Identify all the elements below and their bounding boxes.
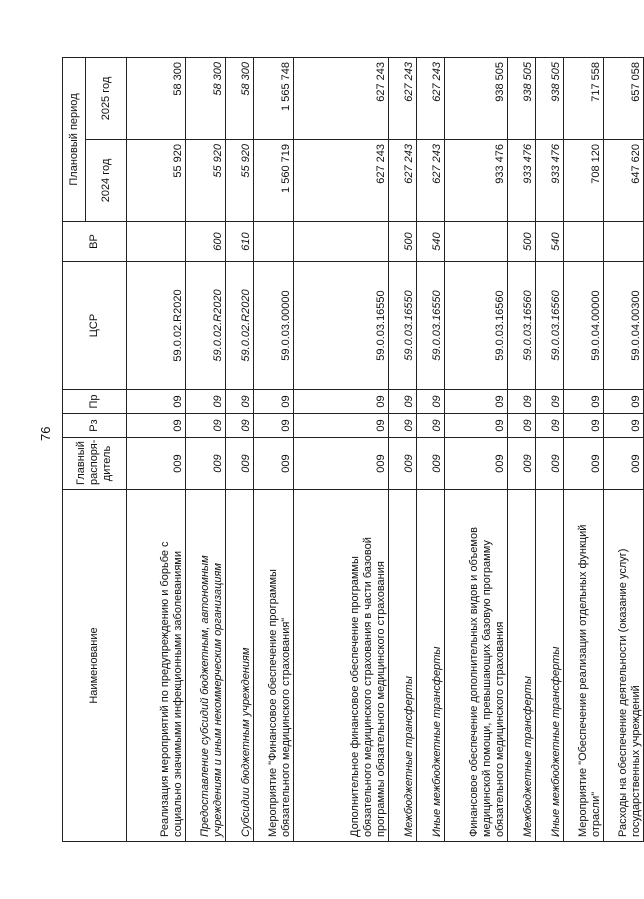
cell-csr: 59.0.03.16560 xyxy=(508,262,536,390)
cell-2025: 627 243 xyxy=(389,58,417,140)
cell-2024: 933 476 xyxy=(508,140,536,222)
cell-rz: 09 xyxy=(564,414,604,438)
cell-csr: 59.0.03.16560 xyxy=(536,262,564,390)
cell-2024: 55 920 xyxy=(186,140,226,222)
cell-pr: 09 xyxy=(226,390,254,414)
cell-csr: 59.0.04.00000 xyxy=(564,262,604,390)
cell-2025: 938 505 xyxy=(508,58,536,140)
cell-name: Межбюджетные трансферты xyxy=(389,490,417,842)
cell-2024: 708 120 xyxy=(564,140,604,222)
cell-2024: 627 243 xyxy=(417,140,445,222)
cell-csr: 59.0.03.16560 xyxy=(445,262,508,390)
cell-name: Мероприятие "Финансовое обеспечение программы обязательного медицинского страхования" xyxy=(254,490,294,842)
cell-vr: 540 xyxy=(417,222,445,262)
cell-main-manager: 009 xyxy=(604,438,644,490)
header-planned-period: Плановый период xyxy=(63,58,86,222)
cell-pr: 09 xyxy=(508,390,536,414)
table-row xyxy=(564,58,604,842)
cell-name: Иные межбюджетные трансферты xyxy=(536,490,564,842)
header-year-2025: 2025 год xyxy=(86,58,127,140)
cell-pr: 09 xyxy=(417,390,445,414)
budget-table-rotated xyxy=(62,58,644,842)
header-main-manager: Главный распоря-дитель xyxy=(63,438,127,490)
header-vr: ВР xyxy=(63,222,127,262)
cell-pr: 09 xyxy=(254,390,294,414)
cell-pr: 09 xyxy=(389,390,417,414)
table-row xyxy=(417,58,445,842)
cell-pr: 09 xyxy=(564,390,604,414)
cell-csr: 59.0.04.00300 xyxy=(604,262,644,390)
table-row xyxy=(536,58,564,842)
cell-main-manager: 009 xyxy=(536,438,564,490)
cell-rz: 09 xyxy=(604,414,644,438)
cell-main-manager: 009 xyxy=(127,438,186,490)
cell-name: Реализация мероприятий по предупреждению и борьбе с социально значимыми инфекционными заболеваниями xyxy=(127,490,186,842)
cell-pr: 09 xyxy=(445,390,508,414)
cell-name: Субсидии бюджетным учреждениям xyxy=(226,490,254,842)
cell-vr xyxy=(254,222,294,262)
cell-2024: 55 920 xyxy=(127,140,186,222)
cell-2025: 1 565 748 xyxy=(254,58,294,140)
cell-vr: 500 xyxy=(389,222,417,262)
table-row xyxy=(186,58,226,842)
cell-csr: 59.0.03.16550 xyxy=(417,262,445,390)
cell-rz: 09 xyxy=(508,414,536,438)
table-row xyxy=(226,58,254,842)
cell-2025: 938 505 xyxy=(536,58,564,140)
cell-2025: 938 505 xyxy=(445,58,508,140)
cell-name: Иные межбюджетные трансферты xyxy=(417,490,445,842)
cell-main-manager: 009 xyxy=(417,438,445,490)
cell-rz: 09 xyxy=(536,414,564,438)
cell-rz: 09 xyxy=(127,414,186,438)
cell-vr: 600 xyxy=(186,222,226,262)
cell-rz: 09 xyxy=(294,414,389,438)
cell-csr: 59.0.02.R2020 xyxy=(226,262,254,390)
cell-main-manager: 009 xyxy=(389,438,417,490)
cell-csr: 59.0.03.16550 xyxy=(389,262,417,390)
cell-pr: 09 xyxy=(294,390,389,414)
header-name: Наименование xyxy=(63,490,127,842)
cell-csr: 59.0.02.R2020 xyxy=(186,262,226,390)
table-row xyxy=(389,58,417,842)
table-row xyxy=(254,58,294,842)
cell-name: Мероприятие "Обеспечение реализации отдельных функций отрасли" xyxy=(564,490,604,842)
cell-2025: 627 243 xyxy=(417,58,445,140)
cell-pr: 09 xyxy=(127,390,186,414)
table-row xyxy=(604,58,644,842)
cell-rz: 09 xyxy=(445,414,508,438)
table-row xyxy=(294,58,389,842)
table-row xyxy=(445,58,508,842)
cell-main-manager: 009 xyxy=(294,438,389,490)
page-number: 76 xyxy=(38,426,53,441)
cell-rz: 09 xyxy=(254,414,294,438)
cell-name: Расходы на обеспечение деятельности (оказание услуг) государственных учреждений xyxy=(604,490,644,842)
cell-csr: 59.0.02.R2020 xyxy=(127,262,186,390)
cell-rz: 09 xyxy=(417,414,445,438)
cell-csr: 59.0.03.00000 xyxy=(254,262,294,390)
cell-main-manager: 009 xyxy=(564,438,604,490)
header-csr: ЦСР xyxy=(63,262,127,390)
cell-vr: 610 xyxy=(226,222,254,262)
cell-2025: 58 300 xyxy=(127,58,186,140)
cell-vr xyxy=(127,222,186,262)
header-year-2024: 2024 год xyxy=(86,140,127,222)
cell-vr: 540 xyxy=(536,222,564,262)
cell-pr: 09 xyxy=(186,390,226,414)
cell-vr xyxy=(604,222,644,262)
cell-2024: 647 620 xyxy=(604,140,644,222)
cell-pr: 09 xyxy=(604,390,644,414)
cell-vr xyxy=(294,222,389,262)
cell-name: Дополнительное финансовое обеспечение программы обязательного медицинского страхования в части базовой программы обязательного медицинского страхования xyxy=(294,490,389,842)
budget-table xyxy=(62,57,644,842)
cell-main-manager: 009 xyxy=(254,438,294,490)
cell-csr: 59.0.03.16550 xyxy=(294,262,389,390)
cell-rz: 09 xyxy=(186,414,226,438)
cell-vr: 500 xyxy=(508,222,536,262)
table-row xyxy=(127,58,186,842)
cell-2025: 58 300 xyxy=(186,58,226,140)
header-rz: Рз xyxy=(63,414,127,438)
cell-2025: 717 558 xyxy=(564,58,604,140)
cell-2024: 55 920 xyxy=(226,140,254,222)
cell-2024: 627 243 xyxy=(389,140,417,222)
cell-main-manager: 009 xyxy=(508,438,536,490)
cell-2024: 1 560 719 xyxy=(254,140,294,222)
cell-rz: 09 xyxy=(389,414,417,438)
table-row xyxy=(508,58,536,842)
cell-name: Финансовое обеспечение дополнительных видов и объемов медицинской помощи, превышающих базовую программу обязательного медицинского страхования xyxy=(445,490,508,842)
cell-2025: 58 300 xyxy=(226,58,254,140)
cell-main-manager: 009 xyxy=(226,438,254,490)
cell-pr: 09 xyxy=(536,390,564,414)
cell-vr xyxy=(445,222,508,262)
cell-vr xyxy=(564,222,604,262)
cell-2025: 657 058 xyxy=(604,58,644,140)
cell-rz: 09 xyxy=(226,414,254,438)
cell-name: Межбюджетные трансферты xyxy=(508,490,536,842)
table-body xyxy=(127,58,644,842)
cell-2024: 627 243 xyxy=(294,140,389,222)
cell-2024: 933 476 xyxy=(536,140,564,222)
cell-name: Предоставление субсидий бюджетным, автономным учреждениям и иным некоммерческим организациям xyxy=(186,490,226,842)
cell-main-manager: 009 xyxy=(186,438,226,490)
cell-2024: 933 476 xyxy=(445,140,508,222)
cell-2025: 627 243 xyxy=(294,58,389,140)
header-pr: Пр xyxy=(63,390,127,414)
cell-main-manager: 009 xyxy=(445,438,508,490)
